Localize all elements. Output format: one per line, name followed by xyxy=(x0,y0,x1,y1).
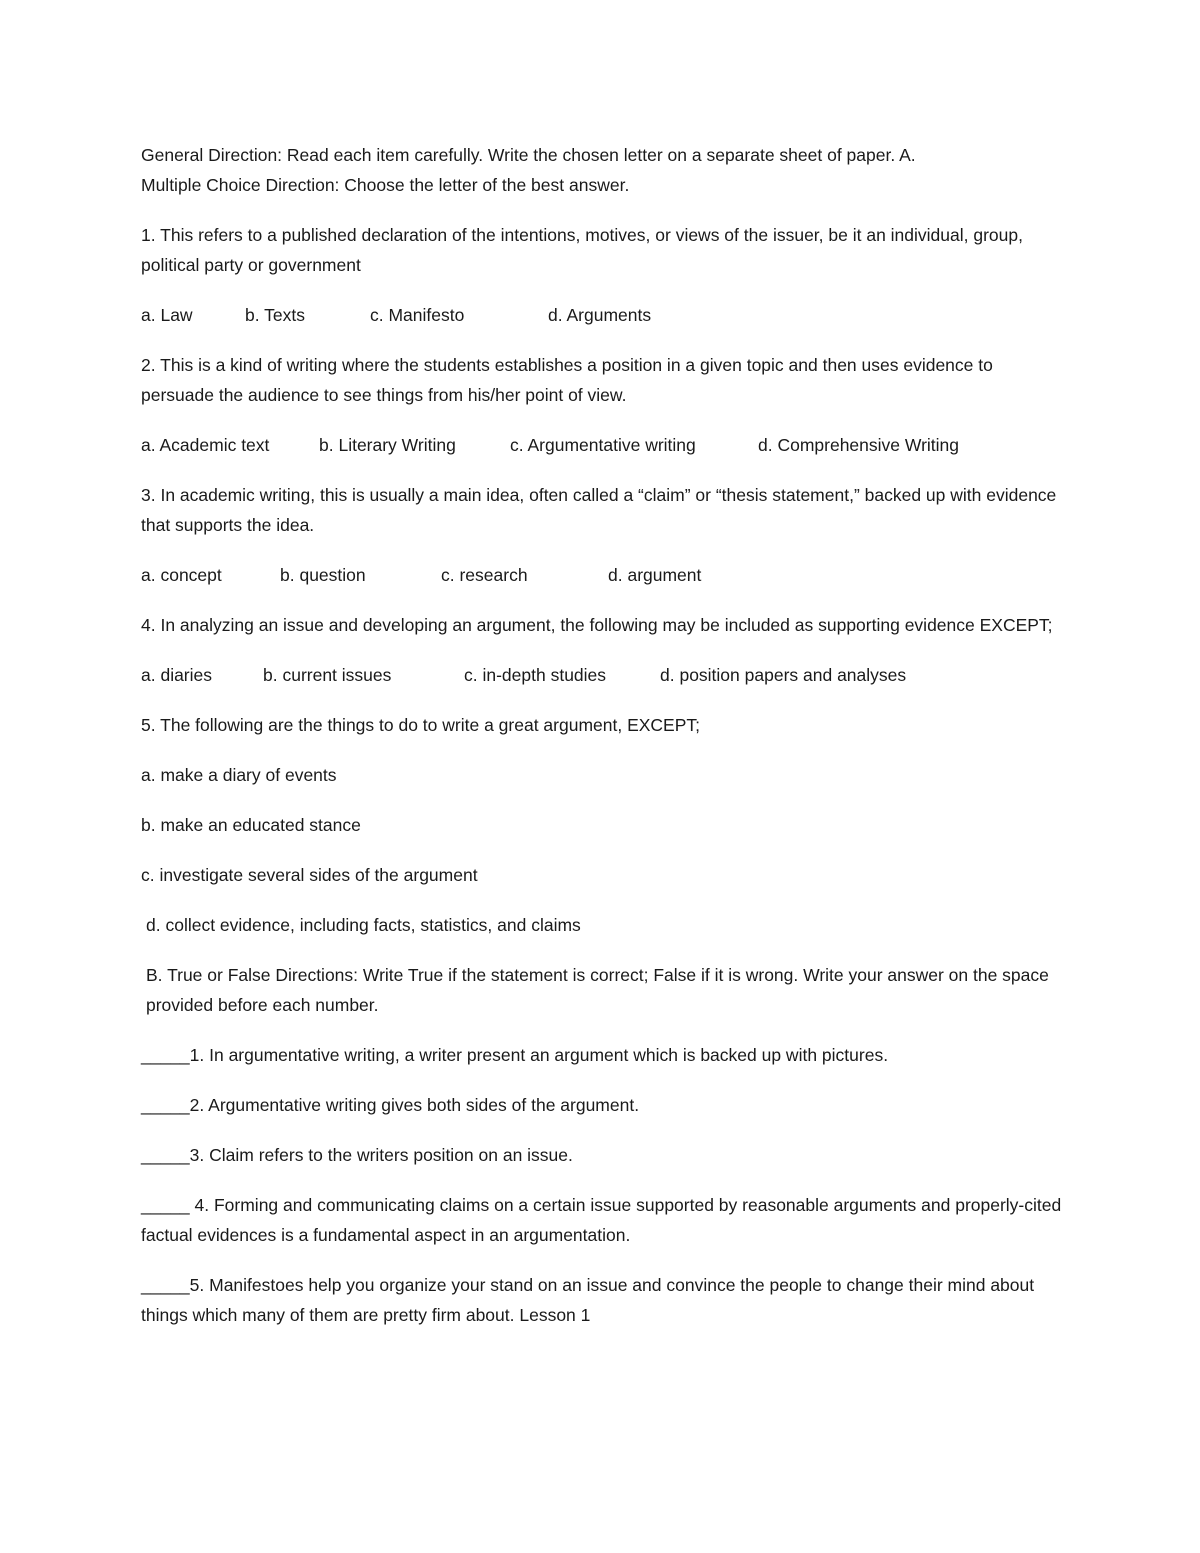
choice-3c: c. research xyxy=(441,565,528,585)
choice-2c: c. Argumentative writing xyxy=(510,435,696,455)
choice-1b: b. Texts xyxy=(245,305,305,325)
true-false-direction: B. True or False Directions: Write True if the statement is correct; False if it is wrong. Write your answer on the space provided before each number. xyxy=(146,965,1049,1015)
choice-5a: a. make a diary of events xyxy=(141,765,337,785)
choice-5d: d. collect evidence, including facts, statistics, and claims xyxy=(146,915,581,935)
question-4: 4. In analyzing an issue and developing an argument, the following may be included as supporting evidence EXCEPT; xyxy=(141,615,1053,635)
choices-3 xyxy=(141,560,1066,590)
question-2: 2. This is a kind of writing where the students establishes a position in a given topic and then uses evidence to persuade the audience to see things from his/her point of view. xyxy=(141,355,993,405)
choice-1d: d. Arguments xyxy=(548,305,652,325)
tf-item-3: _____3. Claim refers to the writers position on an issue. xyxy=(141,1145,573,1165)
choice-2d: d. Comprehensive Writing xyxy=(758,435,960,455)
general-direction-line2: Multiple Choice Direction: Choose the letter of the best answer. xyxy=(141,175,630,195)
choice-1a: a. Law xyxy=(141,305,193,325)
question-3: 3. In academic writing, this is usually a main idea, often called a “claim” or “thesis statement,” backed up with evidence that supports the idea. xyxy=(141,485,1057,535)
general-direction-line1: General Direction: Read each item carefully. Write the chosen letter on a separate sheet of paper. A. xyxy=(141,145,916,165)
choices-4 xyxy=(141,660,1066,690)
choice-3b: b. question xyxy=(280,565,366,585)
choice-3a: a. concept xyxy=(141,565,222,585)
tf-item-2: _____2. Argumentative writing gives both sides of the argument. xyxy=(141,1095,640,1115)
question-5: 5. The following are the things to do to write a great argument, EXCEPT; xyxy=(141,715,701,735)
choice-1c: c. Manifesto xyxy=(370,305,465,325)
choices-2 xyxy=(141,430,1066,460)
general-direction xyxy=(141,140,1066,200)
choice-2a: a. Academic text xyxy=(141,435,270,455)
tf-item-1: _____1. In argumentative writing, a writer present an argument which is backed up with pictures. xyxy=(141,1045,889,1065)
choice-5c: c. investigate several sides of the argument xyxy=(141,865,478,885)
choice-4a: a. diaries xyxy=(141,665,213,685)
tf-item-5: _____5. Manifestoes help you organize your stand on an issue and convince the people to change their mind about things which many of them are pretty firm about. Lesson 1 xyxy=(141,1275,1035,1325)
choice-5b: b. make an educated stance xyxy=(141,815,361,835)
choice-2b: b. Literary Writing xyxy=(319,435,456,455)
question-1: 1. This refers to a published declaration of the intentions, motives, or views of the issuer, be it an individual, group, political party or government xyxy=(141,225,1023,275)
choice-4d: d. position papers and analyses xyxy=(660,665,907,685)
choice-4c: c. in-depth studies xyxy=(464,665,607,685)
tf-item-4: _____ 4. Forming and communicating claims on a certain issue supported by reasonable arguments and properly-cited factual evidences is a fundamental aspect in an argumentation. xyxy=(141,1195,1062,1245)
choice-3d: d. argument xyxy=(608,565,702,585)
document-body xyxy=(141,140,1066,1350)
choices-1 xyxy=(141,300,1066,330)
choice-4b: b. current issues xyxy=(263,665,392,685)
